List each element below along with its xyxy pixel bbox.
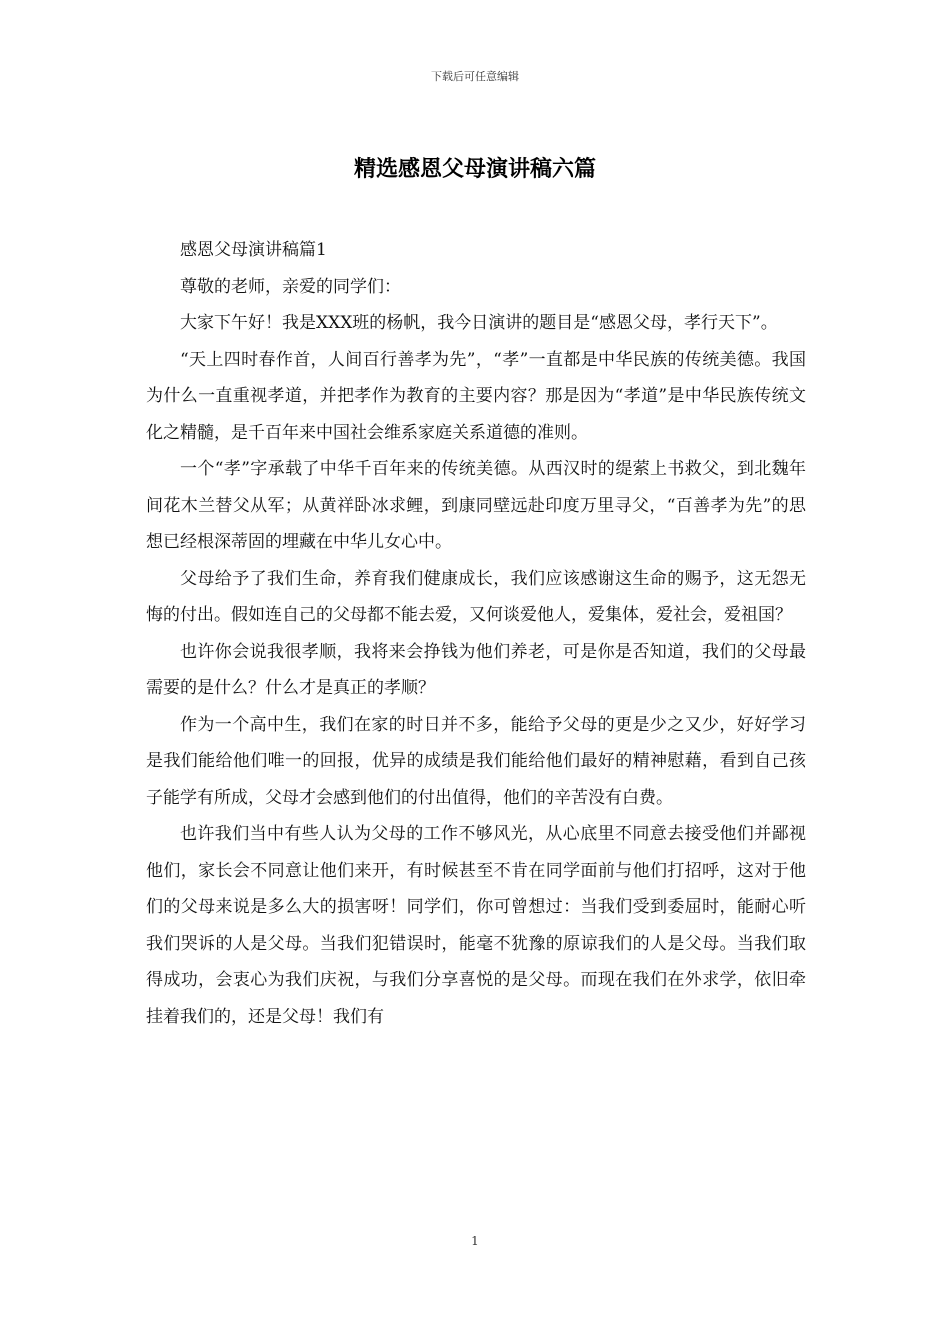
page-number: 1 bbox=[471, 1234, 479, 1248]
paragraph: 也许你会说我很孝顺，我将来会挣钱为他们养老，可是你是否知道，我们的父母最需要的是什么？什么才是真正的孝顺？ bbox=[146, 641, 806, 698]
paragraph: 也许我们当中有些人认为父母的工作不够风光，从心底里不同意去接受他们并鄙视他们，家长会不同意让他们来开，有时候甚至不肯在同学面前与他们打招呼，这对于他们的父母来说是多么大的损害呀！同学们，你可曾想过：当我们受到委屈时，能耐心听我们哭诉的人是父母。当我们犯错误时，能毫不犹豫的原谅我们的人是父母。当我们取得成功，会衷心为我们庆祝，与我们分享喜悦的是父母。而现在我们在外求学，依旧牵挂着我们的，还是父母！我们有 bbox=[146, 824, 806, 1027]
paragraph: 作为一个高中生，我们在家的时日并不多，能给予父母的更是少之又少，好好学习是我们能给他们唯一的回报，优异的成绩是我们能给他们最好的精神慰藉，看到自己孩子能学有所成，父母才会感到他们的付出值得，他们的辛苦没有白费。 bbox=[146, 714, 806, 808]
paragraph: 一个“孝”字承载了中华千百年来的传统美德。从西汉时的缇萦上书救父，到北魏年间花木兰替父从军；从黄祥卧冰求鲤，到康同壁远赴印度万里寻父，“百善孝为先”的思想已经根深蒂固的埋藏在中华儿女心中。 bbox=[146, 459, 806, 552]
header-note: 下载后可任意编辑 bbox=[431, 70, 519, 83]
paragraph: 父母给予了我们生命，养育我们健康成长，我们应该感谢这生命的赐予，这无怨无悔的付出。假如连自己的父母都不能去爱，又何谈爱他人，爱集体，爱社会，爱祖国？ bbox=[146, 568, 806, 625]
salutation: 尊敬的老师，亲爱的同学们： bbox=[180, 276, 401, 297]
document-body bbox=[146, 232, 806, 1035]
section-heading: 感恩父母演讲稿篇1 bbox=[180, 240, 327, 260]
paragraph: “天上四时春作首，人间百行善孝为先”，“孝”一直都是中华民族的传统美德。我国为什么一直重视孝道，并把孝作为教育的主要内容？那是因为“孝道”是中华民族传统文化之精髓，是千百年来中国社会维系家庭关系道德的准则。 bbox=[146, 349, 806, 443]
paragraph: 大家下午好！我是XXX班的杨帆，我今日演讲的题目是“感恩父母，孝行天下”。 bbox=[180, 313, 778, 333]
document-title: 精选感恩父母演讲稿六篇 bbox=[353, 156, 596, 182]
